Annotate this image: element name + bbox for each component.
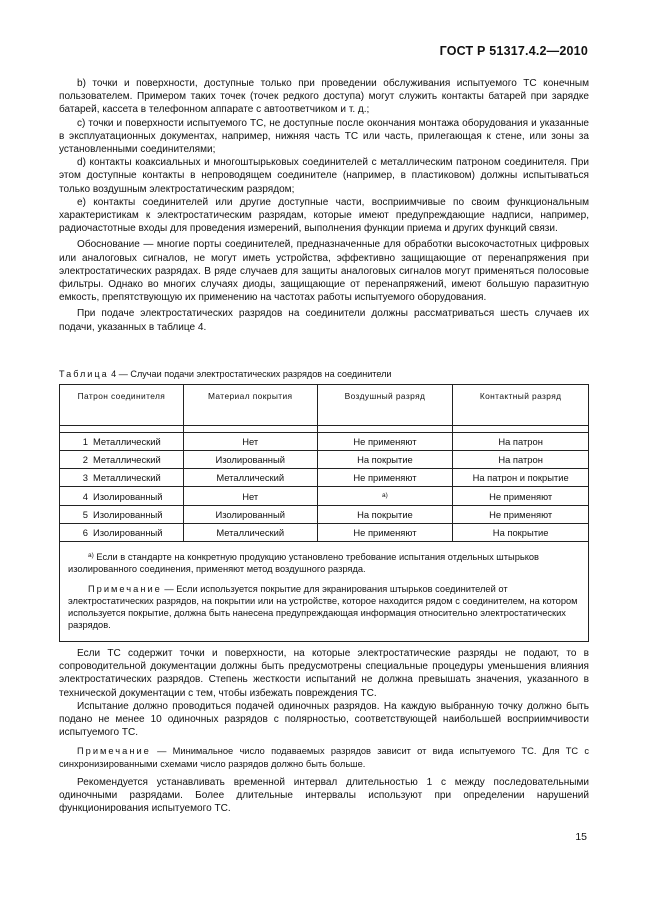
row-number: 6: [82, 527, 88, 538]
table-note: Примечание — Если используется покрытие для экранирования штырьков соединителей от электростатических разрядов, на покрытии или на устройстве, которое находится рядом с соединителем, на котором используется покрытие, должна быть нанесена предупреждающая информация относительно электростатических разрядов.: [68, 584, 578, 630]
cell-coating: Металлический: [183, 524, 317, 542]
cell-air: На покрытие: [317, 506, 453, 524]
table-row: [60, 469, 589, 487]
paragraph-e: e) контакты соединителей или другие доступные части, восприимчивые по своим функциональным характеристикам к электростатическим разрядам, которые имеют предупреждающие надписи, например, радиочастотные входы для проведения измерений, выполнения функции приема и других функций связи.: [59, 196, 589, 235]
row-number: 5: [82, 509, 88, 520]
table-row: [60, 433, 589, 451]
table-row: [60, 487, 589, 506]
cell-contact: Не применяют: [453, 506, 589, 524]
table-note-label: Примечание: [88, 584, 162, 594]
cell-connector: Металлический: [93, 436, 161, 447]
table-caption-text: 4 — Случаи подачи электростатических разрядов на соединители: [108, 369, 392, 379]
cell-coating: Металлический: [183, 469, 317, 487]
cell-coating: Изолированный: [183, 506, 317, 524]
table-row: [60, 506, 589, 524]
cell-coating: Изолированный: [183, 451, 317, 469]
row-number: 2: [82, 454, 88, 465]
page-number: 15: [575, 831, 587, 843]
discharge-cases-table: [59, 384, 589, 642]
cell-contact: На патрон: [453, 433, 589, 451]
header-connector: Патрон соединителя: [60, 385, 184, 426]
paragraph-table-intro: При подаче электростатических разрядов на соединители должны рассматриваться шесть случаев их подачи, указанных в таблице 4.: [59, 308, 589, 333]
document-code: ГОСТ Р 51317.4.2—2010: [439, 44, 588, 58]
row-number: 1: [82, 436, 88, 447]
cell-contact: Не применяют: [453, 487, 589, 506]
table-row: [60, 524, 589, 542]
cell-air: Не применяют: [317, 524, 453, 542]
paragraph-single-discharges: Испытание должно проводиться подачей одиночных разрядов. На каждую выбранную точку должно быть подано не менее 10 одиночных разрядов с полярностью, соответствующей наибольшей восприимчивости испытуемого ТС.: [59, 700, 589, 739]
header-coating: Материал покрытия: [183, 385, 317, 426]
paragraph-time-interval: Рекомендуется устанавливать временной интервал длительностью 1 с между последовательными одиночными разрядами. Более длительные интервалы используют при определении нарушений функционирования испытуемого ТС.: [59, 777, 589, 815]
paragraph-d: d) контакты коаксиальных и многоштырьковых соединителей с металлическим патроном соединителя. При этом доступные контакты в непроводящем соединителе (например, в пластиковом) должны испытываться только воздушным электростатическим разрядом;: [59, 157, 589, 195]
paragraph-rationale: Обоснование — многие порты соединителей, предназначенные для обработки высокочастотных цифровых или аналоговых сигналов, не могут иметь устройства, эффективно защищающие от перенапряжения при электростатических разрядах. В ряде случаев для защиты аналоговых сигналов могут применяться полосовые фильтры. Однако во многих случаях диоды, защищающие от перенапряжений, имеют большую паразитную емкость, препятствующую их применению на частотах работы испытуемого оборудования.: [59, 239, 589, 304]
paragraph-b: b) точки и поверхности, доступные только при проведении обслуживания испытуемого ТС конечным пользователем. Примером таких точек (точек редкого доступа) могут служить контакты батарей при зарядке батарей, кассета в телефонном аппарате с автоответчиком и т. д.;: [59, 78, 589, 116]
section-bottom: [59, 647, 589, 816]
table-caption-label: Таблица: [59, 369, 109, 379]
table-footnote: $^{a)}$ Если в стандарте на конкретную продукцию установлено требование испытания отдельных штырьков изолированного соединения, применяют метод воздушного разряда.: [68, 552, 539, 574]
cell-air: Не применяют: [317, 433, 453, 451]
cell-contact: На покрытие: [453, 524, 589, 542]
cell-coating: Нет: [183, 487, 317, 506]
cell-connector: Металлический: [93, 472, 161, 483]
cell-contact: На патрон и покрытие: [453, 469, 589, 487]
cell-coating: Нет: [183, 433, 317, 451]
cell-contact: На патрон: [453, 451, 589, 469]
row-number: 3: [82, 472, 88, 483]
table-row: [60, 451, 589, 469]
table-caption: [59, 368, 392, 380]
paragraph-c: c) точки и поверхности испытуемого ТС, не доступные после окончания монтажа оборудования и указанные в эксплуатационных документах, например, нижняя часть ТС или часть, прилегающая к стене, или зоны за установленными соединителями;: [59, 117, 589, 156]
cell-connector: Изолированный: [93, 490, 163, 502]
cell-connector: Металлический: [93, 454, 161, 465]
header-contact-discharge: Контактный разряд: [453, 385, 589, 426]
footnote-mark: a): [88, 552, 94, 559]
table-notes: [60, 542, 589, 642]
note-label: Примечание: [77, 746, 151, 757]
cell-air: Не применяют: [317, 469, 453, 487]
cell-connector: Изолированный: [93, 509, 163, 520]
header-air-discharge: Воздушный разряд: [317, 385, 453, 426]
row-number: 4: [82, 490, 88, 502]
section-top: [59, 77, 589, 334]
paragraph-no-discharge-points: Если ТС содержит точки и поверхности, на которые электростатические разряды не подают, то в сопроводительной документации должны быть предусмотрены специальные процедуры уменьшения влияния электростатических разрядов. Степень жесткости испытаний не должна превышать значения, указанного в технической документации с тем, чтобы избежать повреждения ТС.: [59, 648, 589, 699]
cell-connector: Изолированный: [93, 527, 163, 538]
cell-air: На покрытие: [317, 451, 453, 469]
note-min-discharges: Примечание — Минимальное число подаваемых разрядов зависит от вида испытуемого ТС. Для ТС с синхронизированными схемами число разрядов должно быть больше.: [59, 746, 589, 769]
footnote-mark-a: a): [382, 492, 388, 499]
